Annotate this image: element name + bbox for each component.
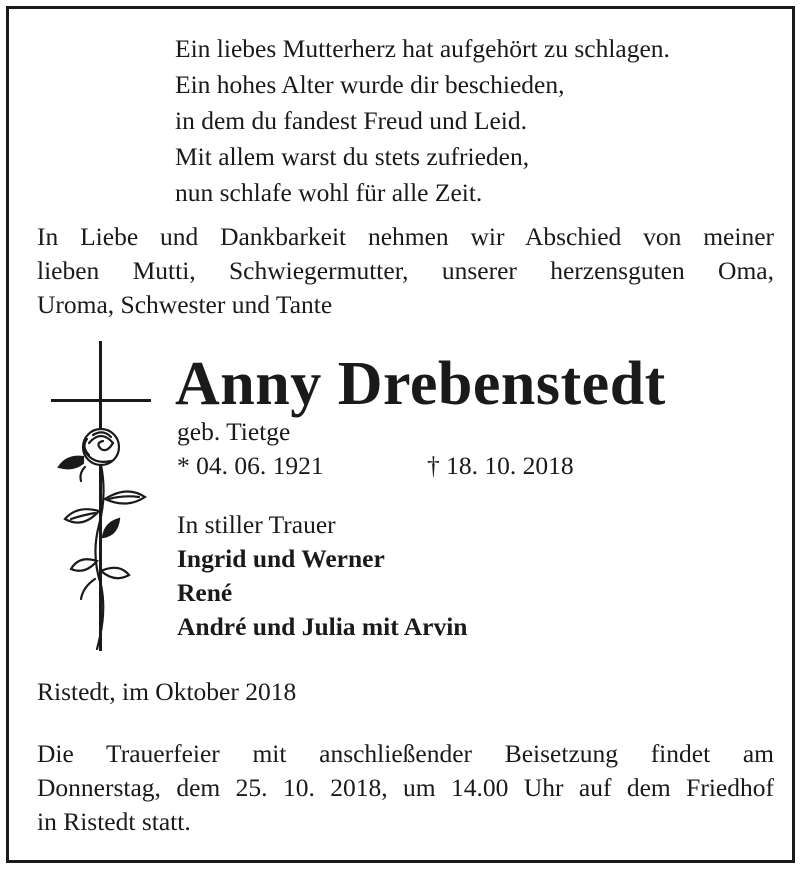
ceremony-line: Donnerstag, dem 25. 10. 2018, um 14.00 Uhr auf dem Friedhof (37, 773, 774, 802)
ceremony-line: in Ristedt statt. (37, 807, 191, 836)
ceremony-line: Die Trauerfeier mit anschließender Beisetzung findet am (37, 739, 774, 768)
mourner-name: René (177, 578, 233, 607)
mourner-name: André und Julia mit Arvin (177, 612, 468, 641)
poem-line: Ein hohes Alter wurde dir beschieden, (175, 70, 565, 99)
poem (175, 31, 670, 211)
place-and-date: Ristedt, im Oktober 2018 (37, 677, 297, 706)
birth-name: geb. Tietge (177, 417, 291, 446)
poem-line: Ein liebes Mutterherz hat aufgehört zu schlagen. (175, 34, 670, 63)
funeral-announcement (37, 737, 774, 839)
farewell-intro (37, 220, 774, 322)
poem-line: Mit allem warst du stets zufrieden, (175, 142, 530, 171)
intro-line: In Liebe und Dankbarkeit nehmen wir Abschied von meiner (37, 222, 774, 251)
intro-line: Uroma, Schwester und Tante (37, 290, 333, 319)
birth-date: * 04. 06. 1921 (177, 451, 324, 480)
intro-line: lieben Mutti, Schwiegermutter, unserer herzensguten Oma, (37, 256, 774, 285)
poem-line: in dem du fandest Freud und Leid. (175, 106, 527, 135)
poem-line: nun schlafe wohl für alle Zeit. (175, 178, 483, 207)
cross-icon (49, 339, 159, 655)
death-date: † 18. 10. 2018 (427, 451, 574, 480)
obituary-notice (6, 6, 795, 863)
mourner-name: Ingrid und Werner (177, 544, 385, 573)
mourners-label: In stiller Trauer (177, 510, 336, 539)
deceased-name: Anny Drebenstedt (175, 350, 666, 418)
